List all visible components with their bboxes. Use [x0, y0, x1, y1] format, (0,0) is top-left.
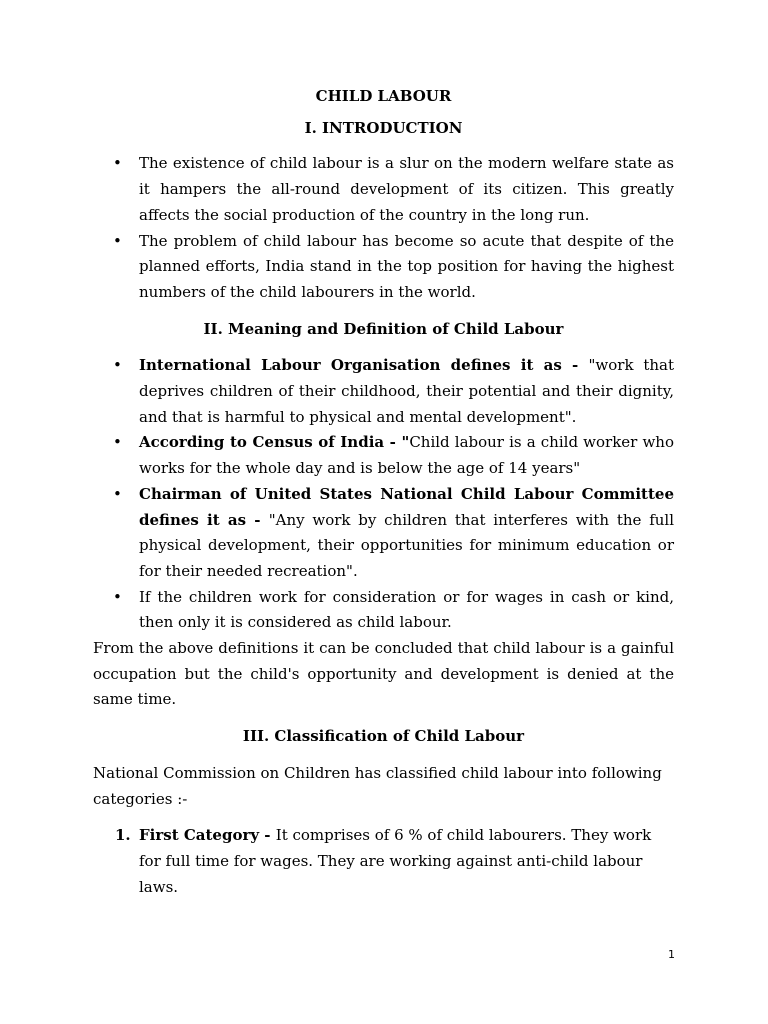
- definition-text: "work that deprives children of their childhood, their potential and their dignity, and that is harmful to physical and mental development".: [139, 356, 674, 426]
- definition-text: If the children work for consideration or for wages in cash or kind, then only it is considered as child labour.: [139, 587, 674, 632]
- list-item: [93, 353, 674, 430]
- document-title: CHILD LABOUR: [315, 87, 452, 105]
- list-number: 1.: [115, 826, 131, 845]
- definition-source: According to Census of India - ": [139, 433, 410, 452]
- list-item-text: The problem of child labour has become so acute that despite of the planned efforts, India stand in the top position for having the highest numbers of the child labourers in the world.: [139, 231, 674, 301]
- definition-text: "Any work by children that interferes with the full physical development, their opportunities for minimum education or for their needed recreation".: [139, 510, 674, 580]
- list-item: [93, 430, 674, 481]
- classification-intro: National Commission on Children has classified child labour into following categories :-: [93, 763, 662, 808]
- list-item-text: The existence of child labour is a slur on the modern welfare state as it hampers the all-round development of its citizen. This greatly affects the social production of the country in the long run.: [139, 154, 674, 224]
- bullet-icon: •: [113, 433, 122, 452]
- page-number: 1: [668, 948, 675, 961]
- list-item: [93, 229, 674, 306]
- category-name: First Category -: [139, 826, 276, 845]
- definition-source: International Labour Organisation defines it as -: [139, 356, 589, 375]
- category-text: It comprises of 6 % of child labourers. They work for full time for wages. They are working against anti-child labour laws.: [139, 826, 652, 896]
- definitions-list: [93, 353, 674, 636]
- bullet-icon: •: [113, 484, 122, 503]
- classification-list: [93, 823, 674, 900]
- conclusion-paragraph: From the above definitions it can be concluded that child labour is a gainful occupation but the child's opportunity and development is denied at the same time.: [93, 639, 674, 709]
- meaning-heading: II. Meaning and Definition of Child Labour: [203, 319, 564, 338]
- definition-source: Chairman of United States National Child Labour Committee defines it as -: [139, 484, 674, 529]
- document-body: [93, 84, 674, 900]
- definition-text: Child labour is a child worker who works for the whole day and is below the age of 14 years": [139, 433, 674, 478]
- list-item: [93, 585, 674, 636]
- bullet-icon: •: [113, 356, 122, 375]
- list-item: [93, 823, 674, 900]
- classification-heading: III. Classification of Child Labour: [242, 727, 525, 746]
- bullet-icon: •: [113, 587, 122, 606]
- introduction-heading: I. INTRODUCTION: [304, 118, 463, 137]
- bullet-icon: •: [113, 231, 122, 250]
- list-item: [93, 482, 674, 585]
- introduction-list: [93, 151, 674, 305]
- list-item: [93, 151, 674, 228]
- bullet-icon: •: [113, 154, 122, 173]
